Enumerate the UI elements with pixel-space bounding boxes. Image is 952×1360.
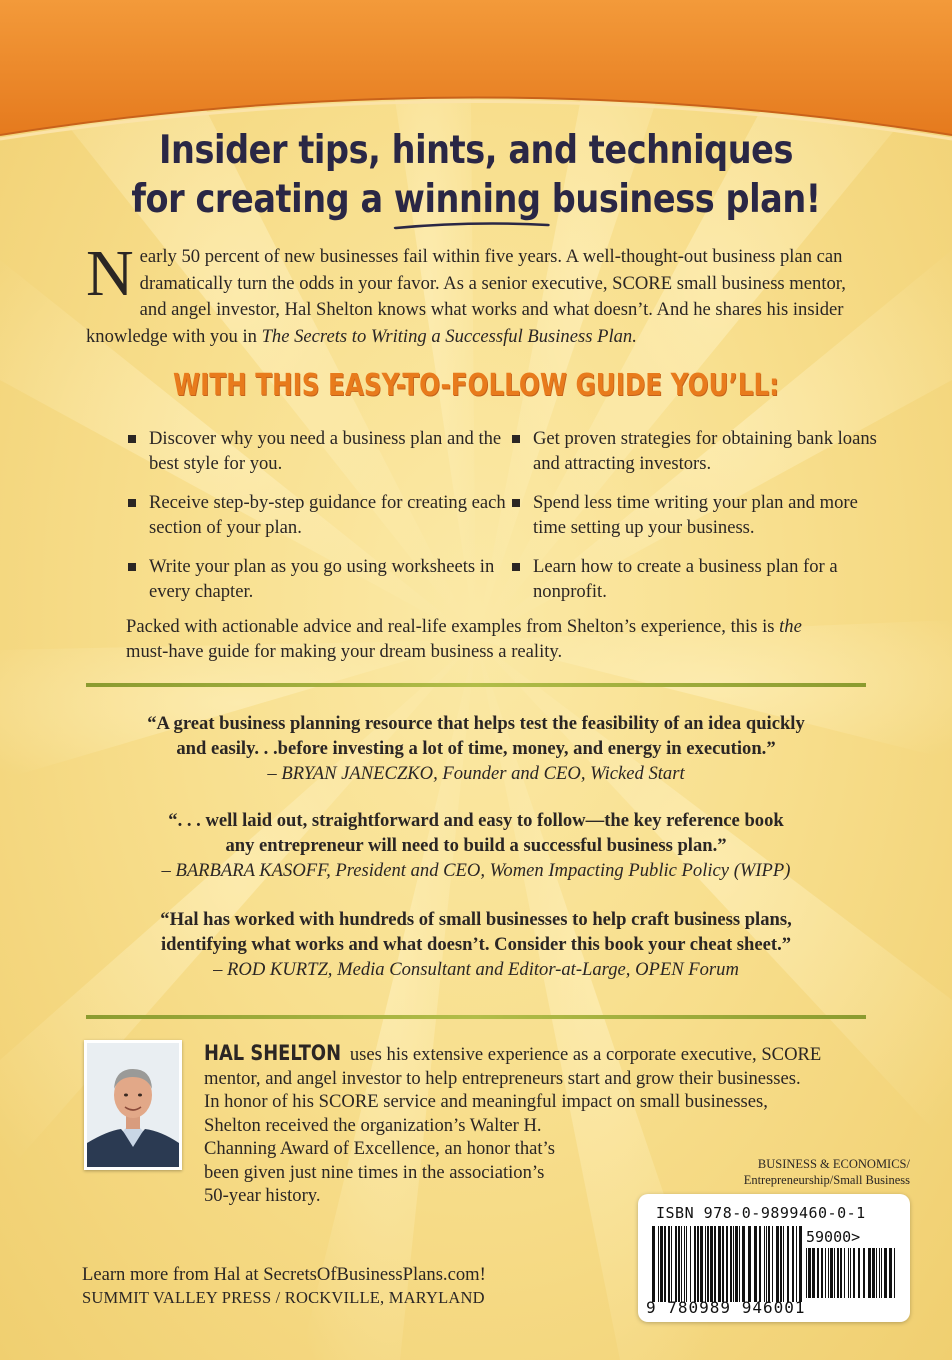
category-line: BUSINESS & ECONOMICS/: [757, 1157, 910, 1171]
barcode-bar: [766, 1226, 767, 1302]
square-bullet-icon: [128, 499, 136, 507]
barcode-bar: [825, 1248, 826, 1298]
barcode-bar: [821, 1248, 823, 1298]
barcode-bar: [858, 1248, 860, 1298]
barcode-bar: [787, 1226, 789, 1302]
barcode-bar: [872, 1248, 875, 1298]
bullet-text: Discover why you need a business plan and the best style for you.: [149, 428, 502, 474]
headline-line-2: [67, 177, 886, 222]
barcode-bar: [812, 1248, 815, 1298]
bullet-item: [128, 490, 508, 540]
bio-line: [204, 1042, 916, 1067]
testimonial: [60, 711, 892, 786]
swoosh-underline-icon: [392, 219, 550, 231]
barcode-bar: [808, 1248, 811, 1298]
barcode-bar: [700, 1226, 703, 1302]
bullet-item: [512, 490, 892, 540]
bullets-left-column: [128, 426, 508, 618]
barcode-bar: [828, 1248, 829, 1298]
barcode-bar: [884, 1248, 887, 1298]
barcode-bar: [707, 1226, 709, 1302]
bullet-item: [128, 426, 508, 476]
publisher-line: SUMMIT VALLEY PRESS / ROCKVILLE, MARYLAND: [82, 1288, 485, 1307]
barcode-bar: [718, 1226, 721, 1302]
square-bullet-icon: [128, 435, 136, 443]
barcode-bar: [844, 1248, 845, 1298]
headline-emphasis: [394, 177, 541, 222]
barcode-bar: [722, 1226, 724, 1302]
testimonial: [60, 907, 892, 982]
barcode-bar: [714, 1226, 716, 1302]
barcode-bars-icon: [652, 1226, 802, 1302]
quote-line: and easily. . .before investing a lot of time, money, and energy in execution.”: [176, 738, 776, 759]
barcode-bar: [759, 1226, 761, 1302]
barcode-bar: [675, 1226, 677, 1302]
bio-line: been given just nine times in the association’s: [204, 1161, 545, 1183]
barcode-bar: [850, 1248, 851, 1298]
barcode-bar: [690, 1226, 691, 1302]
barcode-bar: [879, 1248, 880, 1298]
barcode-bar: [660, 1226, 663, 1302]
bullet-text: Learn how to create a business plan for a nonprofit.: [533, 556, 838, 602]
guide-heading: WITH THIS EASY-TO-FOLLOW GUIDE YOU’LL:: [172, 368, 780, 403]
barcode-bar: [697, 1226, 699, 1302]
barcode-bar: [735, 1226, 738, 1302]
barcode-bar: [806, 1248, 807, 1298]
barcode-bar: [796, 1226, 797, 1302]
barcode-bar: [792, 1226, 794, 1302]
quote-attribution: – BARBARA KASOFF, President and CEO, Women Impacting Public Policy (WIPP): [161, 860, 791, 881]
barcode-bar: [733, 1226, 734, 1302]
barcode-bar: [848, 1248, 849, 1298]
summary-text: Packed with actionable advice and real-life examples from Shelton’s experience, this is: [126, 616, 780, 637]
barcode-bar: [710, 1226, 713, 1302]
author-name: HAL SHELTON: [204, 1041, 342, 1065]
bullets-right-column: [512, 426, 892, 618]
bullet-item: [128, 554, 508, 604]
barcode-bar: [853, 1248, 855, 1298]
barcode-bar: [894, 1248, 895, 1298]
summary-emphasis: the: [779, 616, 802, 637]
barcode-bar: [776, 1226, 779, 1302]
book-category: [744, 1156, 910, 1188]
headline-text: for creating a: [131, 177, 394, 222]
isbn-barcode: [638, 1194, 910, 1322]
barcode-bar: [834, 1248, 835, 1298]
square-bullet-icon: [512, 499, 520, 507]
barcode-bar: [652, 1226, 655, 1302]
barcode-bar: [876, 1248, 877, 1298]
barcode-bar: [681, 1226, 682, 1302]
barcode-bar: [764, 1226, 765, 1302]
bullet-text: Spend less time writing your plan and more time setting up your business.: [533, 492, 858, 538]
barcode-bar: [684, 1226, 685, 1302]
headline-line-1: Insider tips, hints, and techniques: [158, 128, 794, 173]
barcode-bar: [780, 1226, 782, 1302]
bio-line: mentor, and angel investor to help entrepreneurs start and grow their businesses.: [204, 1067, 801, 1089]
quote-attribution: – BRYAN JANECZKO, Founder and CEO, Wicked Start: [267, 763, 685, 784]
bio-line: In honor of his SCORE service and meaningful impact on small businesses,: [204, 1091, 768, 1112]
bullet-item: [512, 554, 892, 604]
quote-line: “. . . well laid out, straightforward and easy to follow—the key reference book: [168, 810, 784, 831]
barcode-bar: [837, 1248, 839, 1298]
barcode-bar: [686, 1226, 687, 1302]
author-portrait-icon: [87, 1043, 179, 1167]
barcode-bar: [881, 1248, 882, 1298]
intro-text: early 50 percent of new businesses fail within five years. A well-thought-out business plan can dramatically turn the odds in your favor. As a senior executive, SCORE small business mentor, and angel investor, Hal Shelton knows what works and what doesn’t. And he shares his insider knowledge with you in: [86, 246, 846, 347]
square-bullet-icon: [512, 435, 520, 443]
green-divider: [86, 1015, 866, 1019]
bio-text: uses his extensive experience as a corporate executive, SCORE: [345, 1044, 822, 1065]
barcode-bar: [678, 1226, 680, 1302]
bio-line: Channing Award of Excellence, an honor that’s: [204, 1138, 555, 1159]
website-line: Learn more from Hal at SecretsOfBusinessPlans.com!: [82, 1264, 486, 1285]
headline-emphasis-text: winning: [393, 177, 541, 222]
quote-line: identifying what works and what doesn’t. Consider this book your cheat sheet.”: [160, 934, 792, 955]
quote-line: any entrepreneur will need to build a successful business plan.”: [225, 835, 727, 856]
headline-text: business plan!: [540, 177, 821, 222]
barcode-bar: [705, 1226, 706, 1302]
green-divider: [86, 683, 866, 687]
testimonial: [60, 808, 892, 883]
bio-line: 50-year history.: [204, 1185, 321, 1206]
summary-paragraph: [126, 614, 846, 664]
barcode-bar: [799, 1226, 802, 1302]
barcode-bar: [817, 1248, 819, 1298]
author-photo: [84, 1040, 182, 1170]
barcode-bar: [742, 1226, 745, 1302]
barcode-bar: [664, 1226, 666, 1302]
barcode-bar: [748, 1226, 751, 1302]
quote-attribution: – ROD KURTZ, Media Consultant and Editor-at-Large, OPEN Forum: [213, 959, 739, 980]
barcode-bar: [726, 1226, 728, 1302]
barcode-bar: [840, 1248, 842, 1298]
quote-line: “Hal has worked with hundreds of small businesses to help craft business plans,: [160, 909, 792, 930]
bullet-item: [512, 426, 892, 476]
barcode-bar: [668, 1226, 670, 1302]
bullet-text: Get proven strategies for obtaining bank loans and attracting investors.: [533, 428, 877, 474]
barcode-digits: 9 780989 946001: [646, 1298, 806, 1317]
square-bullet-icon: [128, 563, 136, 571]
barcode-bar: [754, 1226, 757, 1302]
quote-line: “A great business planning resource that helps test the feasibility of an idea quickly: [147, 713, 805, 734]
addon-barcode-bars-icon: [806, 1248, 898, 1298]
barcode-bar: [694, 1226, 696, 1302]
drop-cap: N: [86, 237, 134, 310]
summary-text: must-have guide for making your dream business a reality.: [126, 641, 563, 662]
barcode-bar: [768, 1226, 770, 1302]
barcode-bar: [830, 1248, 833, 1298]
category-line: Entrepreneurship/Small Business: [743, 1173, 910, 1187]
barcode-bar: [730, 1226, 732, 1302]
barcode-bar: [658, 1226, 659, 1302]
barcode-bar: [671, 1226, 672, 1302]
barcode-bar: [868, 1248, 871, 1298]
book-title: The Secrets to Writing a Successful Business Plan.: [261, 325, 637, 347]
isbn-number: ISBN 978-0-9899460-0-1: [656, 1204, 866, 1222]
barcode-bar: [889, 1248, 892, 1298]
bullet-text: Write your plan as you go using worksheets in every chapter.: [149, 556, 495, 602]
bio-line: Shelton received the organization’s Walter H.: [204, 1114, 542, 1136]
barcode-bar: [772, 1226, 773, 1302]
barcode-bar: [783, 1226, 784, 1302]
square-bullet-icon: [512, 563, 520, 571]
intro-paragraph: [86, 237, 876, 350]
barcode-bar: [863, 1248, 865, 1298]
bullet-text: Receive step-by-step guidance for creating each section of your plan.: [149, 492, 506, 538]
barcode-bar: [739, 1226, 740, 1302]
price-code: 59000>: [806, 1228, 861, 1246]
